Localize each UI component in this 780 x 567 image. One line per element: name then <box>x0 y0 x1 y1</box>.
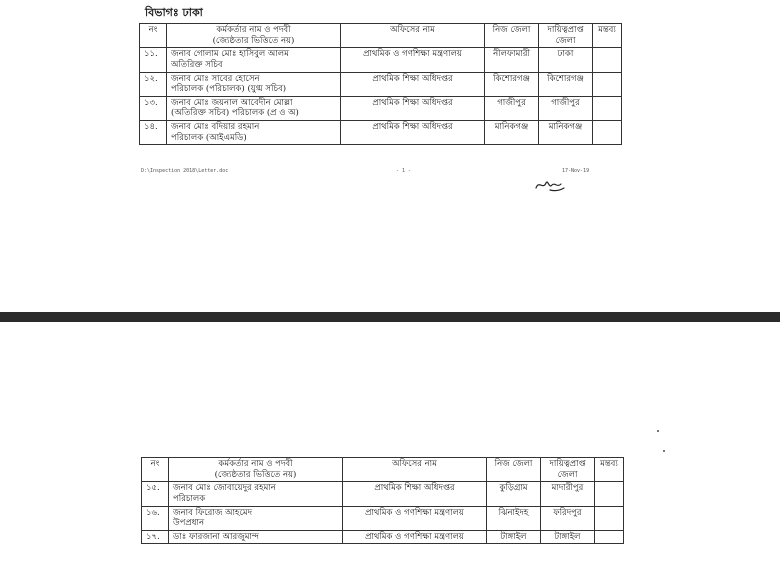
row-officer-designation: অতিরিক্ত সচিব <box>171 59 223 70</box>
page-separator <box>0 312 780 322</box>
row-serial: ১৭. <box>142 530 169 544</box>
table-row <box>142 506 624 530</box>
header-name-line1: কর্মকর্তার নাম ও পদবী <box>216 25 291 35</box>
row-office: প্রাথমিক শিক্ষা অধিদপ্তর <box>341 96 485 120</box>
header-serial: নং <box>140 24 167 48</box>
header-name-line2: (জ্যেষ্ঠতার ভিত্তিতে নয়) <box>214 469 297 480</box>
row-serial: ১২. <box>140 72 167 96</box>
header-home-district: নিজ জেলা <box>485 24 539 48</box>
header-name-line2: (জ্যেষ্ঠতার ভিত্তিতে নয়) <box>212 35 295 46</box>
row-home-district: মানিকগঞ্জ <box>485 121 539 145</box>
row-remarks <box>595 482 624 506</box>
header-posting-line1: দায়িত্বপ্রাপ্ত <box>547 25 584 35</box>
row-office: প্রাথমিক শিক্ষা অধিদপ্তর <box>343 482 487 506</box>
header-name-designation <box>167 24 341 48</box>
row-posting-district: গাজীপুর <box>539 96 593 120</box>
officer-table-page-2 <box>141 457 624 544</box>
row-remarks <box>595 530 624 544</box>
row-office: প্রাথমিক শিক্ষা অধিদপ্তর <box>341 121 485 145</box>
footer-page-number: - 1 - <box>396 168 412 174</box>
row-officer-designation: উপপ্রধান <box>173 518 205 529</box>
row-serial: ১৪. <box>140 121 167 145</box>
footer-date: 17-Nov-19 <box>562 168 590 174</box>
row-officer-designation: (অতিরিক্ত সচিব) পরিচালক (প্র ও অ) <box>171 108 299 119</box>
officer-table-page-1 <box>139 23 622 145</box>
row-home-district: কিশোরগঞ্জ <box>485 72 539 96</box>
row-posting-district: ঢাকা <box>539 48 593 72</box>
row-officer-name: জনাব মোঃ বদিয়ার রহমান <box>171 122 260 132</box>
row-officer-name: জনাব মোঃ জোবায়েদুর রহমান <box>173 483 276 494</box>
row-officer-name: জনাব গোলাম মোঃ হাসিবুল আলম <box>171 49 289 60</box>
row-remarks <box>593 48 622 72</box>
row-posting-district: টাঙ্গাইল <box>541 530 595 544</box>
table-header-row <box>140 24 622 48</box>
row-office: প্রাথমিক ও গণশিক্ষা মন্ত্রণালয় <box>341 48 485 72</box>
header-posting-district <box>539 24 593 48</box>
table-row <box>140 72 622 96</box>
division-label: বিভাগঃ ঢাকা <box>145 6 203 19</box>
row-home-district: ঝিনাইদহ <box>487 506 541 530</box>
row-officer <box>167 121 341 145</box>
row-remarks <box>593 72 622 96</box>
row-officer <box>167 72 341 96</box>
row-home-district: টাঙ্গাইল <box>487 530 541 544</box>
row-officer <box>169 482 343 506</box>
header-remarks: মন্তব্য <box>595 458 624 482</box>
row-officer <box>169 506 343 530</box>
row-officer-name: জনাব ফিরোজ আহমেদ <box>173 507 253 518</box>
header-posting-district <box>541 458 595 482</box>
row-remarks <box>593 96 622 120</box>
row-officer <box>167 96 341 120</box>
header-serial: নং <box>142 458 169 482</box>
row-posting-district: কিশোরগঞ্জ <box>539 72 593 96</box>
row-office: প্রাথমিক ও গণশিক্ষা মন্ত্রণালয় <box>343 506 487 530</box>
header-office: অফিসের নাম <box>343 458 487 482</box>
table-row <box>140 121 622 145</box>
row-posting-district: ফরিদপুর <box>541 506 595 530</box>
header-office: অফিসের নাম <box>341 24 485 48</box>
document-page-2 <box>0 322 780 567</box>
row-remarks <box>593 121 622 145</box>
table-row <box>142 530 624 544</box>
header-posting-line2: জেলা <box>555 35 576 46</box>
table-row <box>140 96 622 120</box>
row-serial: ১৬. <box>142 506 169 530</box>
scan-speck <box>657 430 659 432</box>
row-office: প্রাথমিক শিক্ষা অধিদপ্তর <box>341 72 485 96</box>
row-officer <box>167 48 341 72</box>
row-officer-name: ডাঃ ফারজানা আরজুমান্দ <box>173 531 259 542</box>
signature-mark <box>534 176 566 194</box>
header-posting-line1: দায়িত্বপ্রাপ্ত <box>549 459 586 469</box>
row-posting-district: মাদারীপুর <box>541 482 595 506</box>
header-name-line1: কর্মকর্তার নাম ও পদবী <box>218 459 293 469</box>
table-row <box>140 48 622 72</box>
row-serial: ১১. <box>140 48 167 72</box>
row-serial: ১৩. <box>140 96 167 120</box>
row-officer-name: জনাব মোঃ জয়নাল আবেদীন মোল্লা <box>171 97 293 108</box>
table-row <box>142 482 624 506</box>
header-remarks: মন্তব্য <box>593 24 622 48</box>
row-home-district: কুড়িগ্রাম <box>487 482 541 506</box>
row-officer-designation: পরিচালক <box>173 493 206 504</box>
row-home-district: নীলফামারী <box>485 48 539 72</box>
row-officer-designation: পরিচালক (আইএমডি) <box>171 132 247 143</box>
row-home-district: গাজীপুর <box>485 96 539 120</box>
row-officer-name: জনাব মোঃ সাবের হোসেন <box>171 73 260 84</box>
table-header-row <box>142 458 624 482</box>
header-posting-line2: জেলা <box>557 469 578 480</box>
scan-speck <box>663 450 665 452</box>
header-home-district: নিজ জেলা <box>487 458 541 482</box>
row-officer-designation: পরিচালক (পরিচালক) (যুগ্ম সচিব) <box>171 84 287 95</box>
row-serial: ১৫. <box>142 482 169 506</box>
row-office: প্রাথমিক ও গণশিক্ষা মন্ত্রণালয় <box>343 530 487 544</box>
footer-file-path: D:\Inspection 2018\Letter.doc <box>141 168 229 174</box>
row-officer <box>169 530 343 544</box>
row-remarks <box>595 506 624 530</box>
row-posting-district: মানিকগঞ্জ <box>539 121 593 145</box>
header-name-designation <box>169 458 343 482</box>
